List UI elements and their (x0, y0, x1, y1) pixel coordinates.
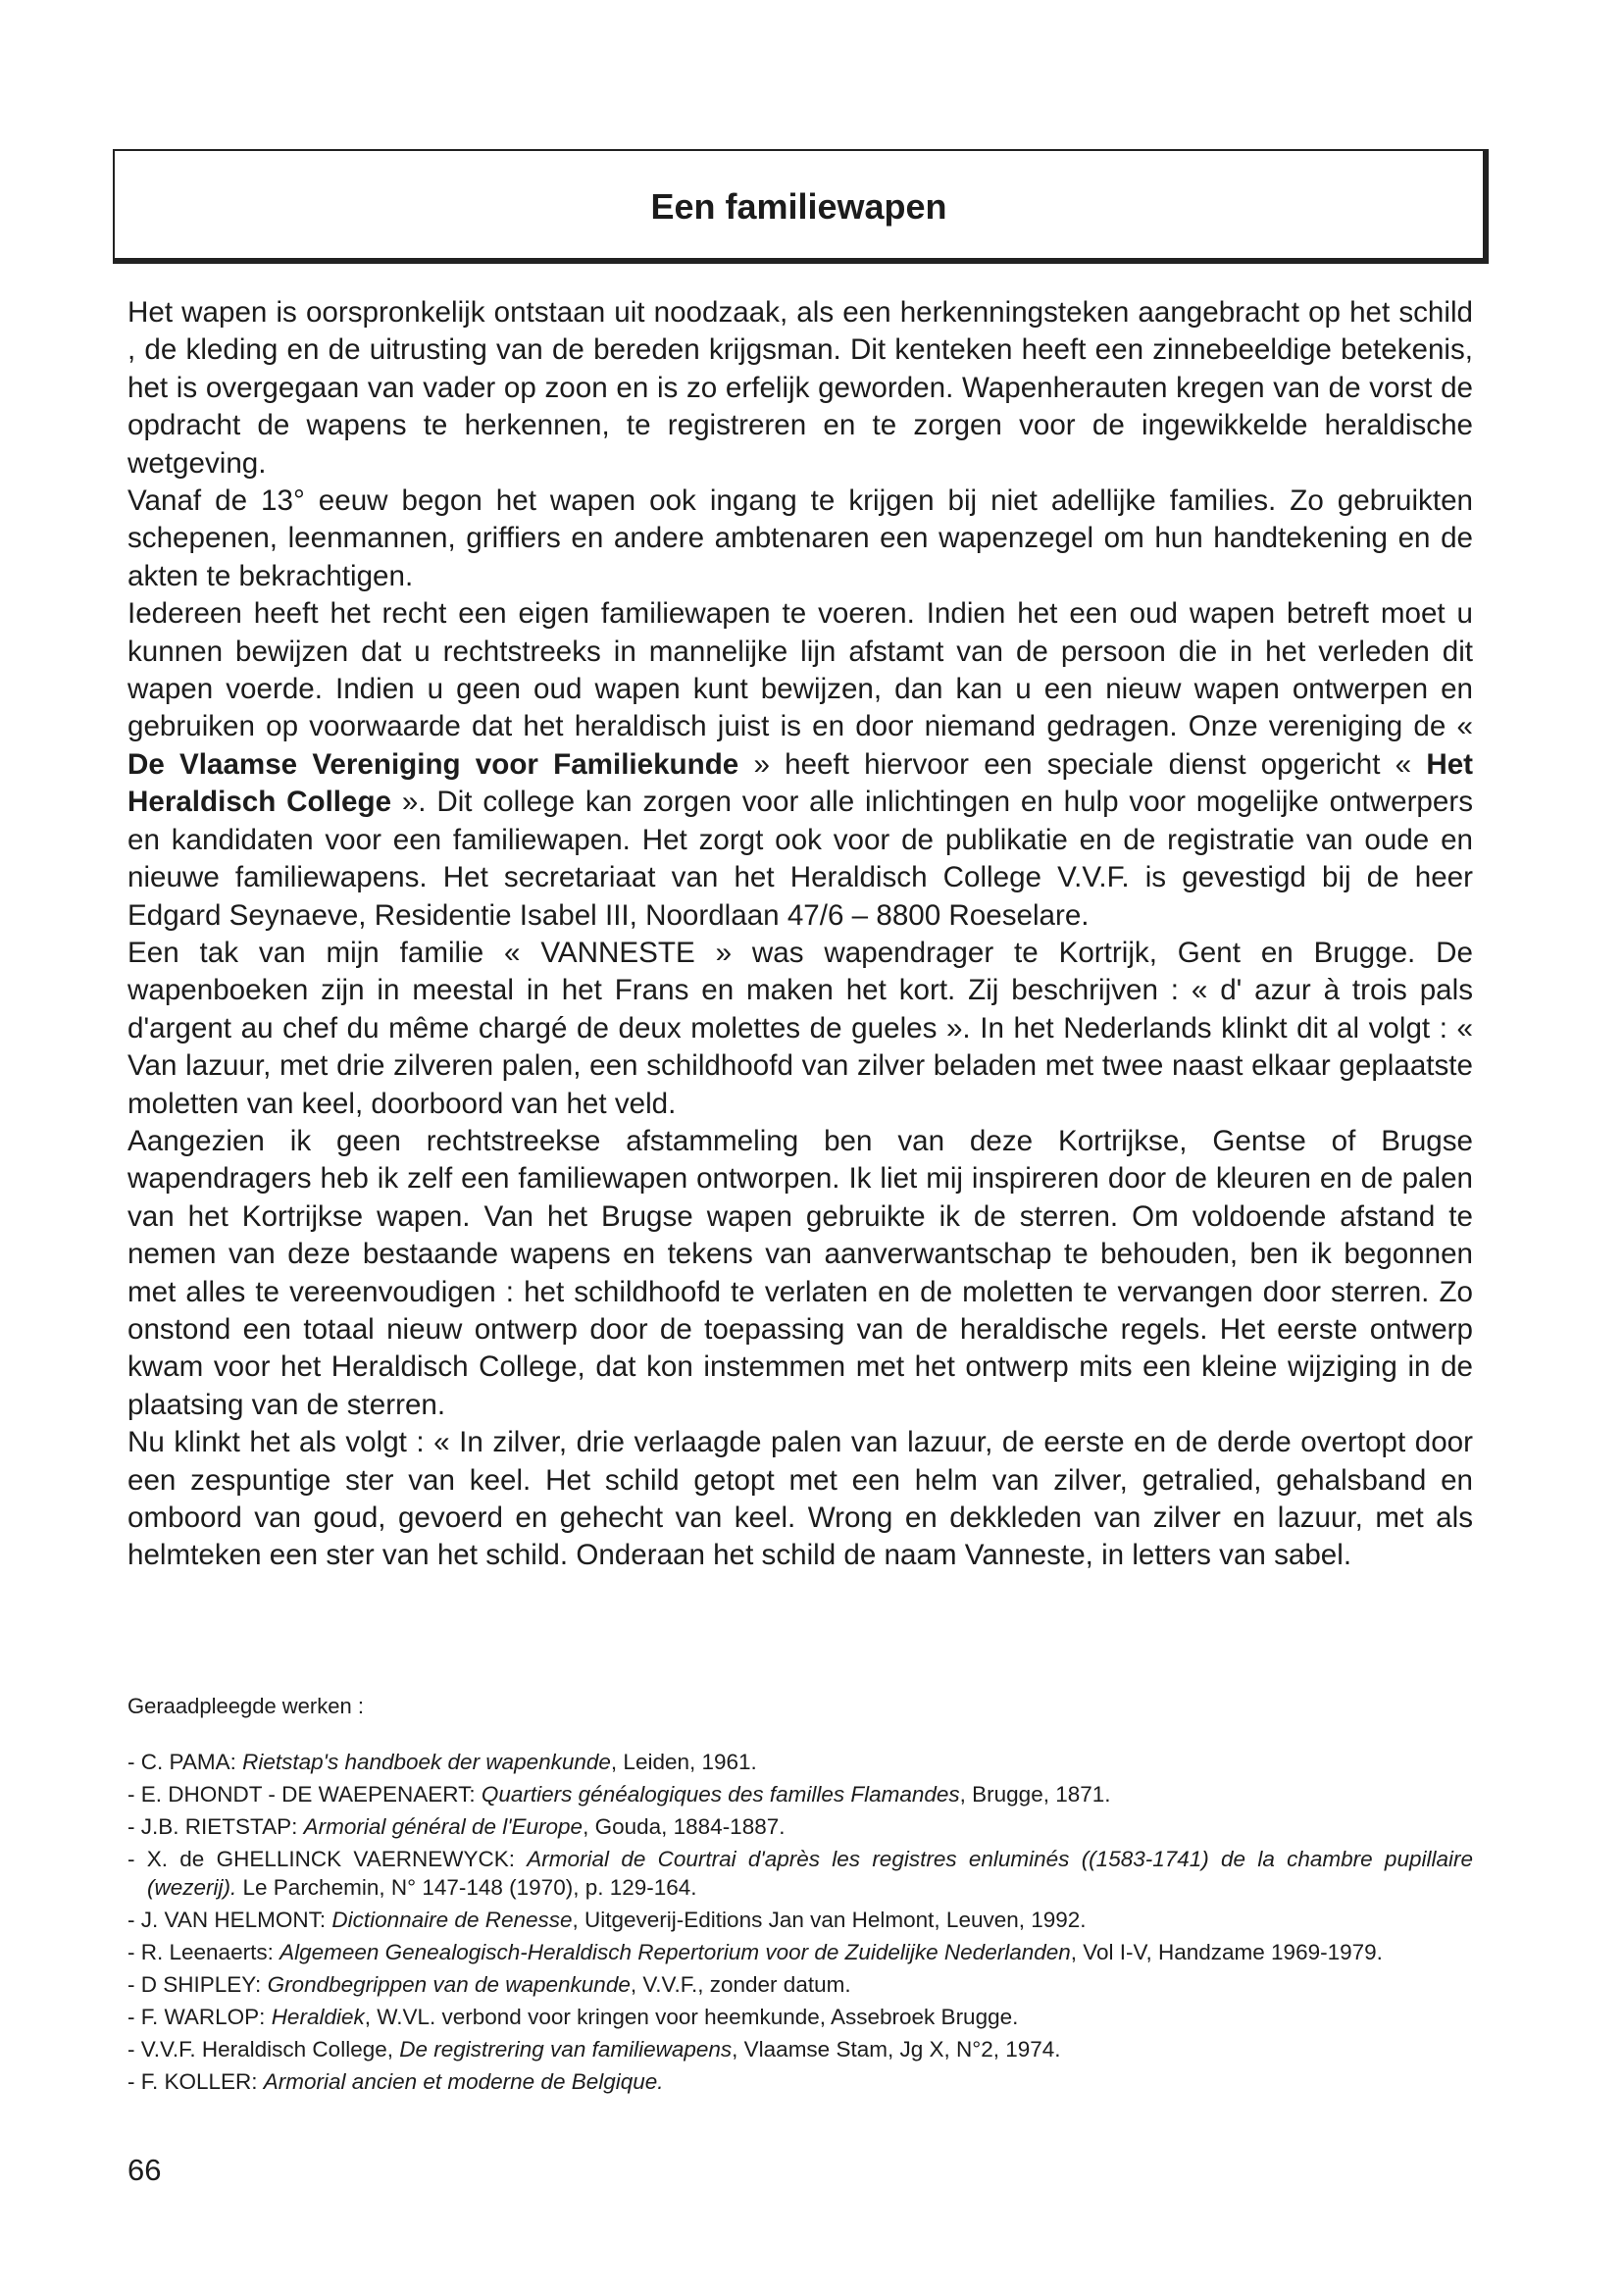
page-title: Een familiewapen (650, 186, 947, 227)
reference-author: X. de GHELLINCK VAERNEWYCK: (146, 1847, 528, 1871)
reference-item (127, 1938, 1473, 1966)
reference-item (127, 2067, 1473, 2096)
reference-author: E. DHONDT - DE WAEPENAERT: (140, 1782, 482, 1807)
reference-details: , Vlaamse Stam, Jg X, N°2, 1974. (732, 2037, 1061, 2062)
text-segment: ». Dit college kan zorgen voor alle inlichtingen en hulp voor mogelijke ontwerpers en kandidaten voor een familiewapen. Het zorgt ook voor de publikatie en de registratie van oude en nieuwe familiewapens. Het secretariaat van het Heraldisch College V.V.F. is gevestigd bij de heer Edgard Seynaeve, Residentie Isabel III, Noordlaan 47/6 – 8800 Roeselare. (127, 786, 1473, 932)
bold-text: Het Heraldisch College (127, 747, 1474, 819)
reference-details: , V.V.F., zonder datum. (630, 1972, 851, 1997)
reference-title: De registrering van familiewapens (399, 2037, 733, 2062)
text-segment: Een tak van mijn familie « VANNESTE » was wapendrager te Kortrijk, Gent en Brugge. De wapenboeken zijn in meestal in het Frans en maken het kort. Zij beschrijven : « d' azur à trois pals d'argent au chef du même chargé de deux molettes de gueles ». In het Nederlands klinkt dit al volgt : « Van lazuur, met drie zilveren palen, een schildhoofd van zilver beladen met twee naast elkaar geplaatste moletten van keel, doorboord van het veld. (127, 936, 1473, 1120)
reference-item (127, 1780, 1473, 1808)
reference-title: Heraldiek (271, 2005, 365, 2029)
reference-details: , Brugge, 1871. (959, 1782, 1111, 1807)
reference-details: , Uitgeverij-Editions Jan van Helmont, Leuven, 1992. (572, 1908, 1087, 1932)
references-heading: Geraadpleegde werken : (127, 1694, 364, 1718)
reference-author: J. VAN HELMONT: (140, 1908, 332, 1932)
reference-item (127, 2003, 1473, 2031)
reference-item (127, 1970, 1473, 1999)
reference-author: C. PAMA: (140, 1750, 243, 1774)
reference-title: Armorial général de l'Europe (303, 1814, 584, 1839)
paragraph (127, 483, 1473, 595)
reference-title: Armorial ancien et moderne de Belgique. (263, 2069, 664, 2094)
text-segment: Iedereen heeft het recht een eigen familiewapen te voeren. Indien het een oud wapen betreft moet u kunnen bewijzen dat u rechtstreeks in mannelijke lijn afstamt van de persoon die in het verleden dit wapen voerde. Indien u geen oud wapen kunt bewijzen, dan kan u een nieuw wapen ontwerpen en gebruiken op voorwaarde dat het heraldisch juist is en door niemand gedragen. Onze vereniging de « (127, 597, 1473, 743)
bold-text: De Vlaamse Vereniging voor Familiekunde (127, 747, 739, 781)
reference-item (127, 2035, 1473, 2063)
reference-title: Dictionnaire de Renesse (331, 1908, 573, 1932)
reference-author: F. KOLLER: (140, 2069, 264, 2094)
reference-title: Rietstap's handboek der wapenkunde (242, 1750, 611, 1774)
reference-item (127, 1748, 1473, 1776)
reference-item (127, 1812, 1473, 1841)
paragraph (127, 595, 1473, 935)
paragraph (127, 935, 1473, 1123)
title-box (113, 149, 1485, 260)
reference-author: J.B. RIETSTAP: (140, 1814, 304, 1839)
text-segment: Aangezien ik geen rechtstreekse afstammeling ben van deze Kortrijkse, Gentse of Brugse wapendragers heb ik zelf een familiewapen ontworpen. Ik liet mij inspireren door de kleuren en de palen van het Kortrijkse wapen. Van het Brugse wapen gebruikte ik de sterren. Om voldoende afstand te nemen van deze bestaande wapens en tekens van aanverwantschap te behouden, ben ik begonnen met alles te vereenvoudigen : het schildhoofd te verlaten en de moletten te vervangen door sterren. Zo onstond een totaal nieuw ontwerp door de toepassing van de heraldische regels. Het eerste ontwerp kwam voor het Heraldisch College, dat kon instemmen met het ontwerp mits een kleine wijziging in de plaatsing van de sterren. (127, 1124, 1473, 1421)
paragraph (127, 1123, 1473, 1424)
reference-item (127, 1906, 1473, 1934)
reference-author: R. Leenaerts: (140, 1940, 280, 1964)
reference-item (127, 1845, 1473, 1902)
references-list (127, 1748, 1473, 2100)
paragraph (127, 1424, 1473, 1575)
text-segment: Vanaf de 13° eeuw begon het wapen ook ingang te krijgen bij niet adellijke families. Zo gebruikten schepenen, leenmannen, griffiers en andere ambtenaren een wapenzegel om hun handtekening en de akten te bekrachtigen. (127, 484, 1473, 592)
reference-title: Algemeen Genealogisch-Heraldisch Repertorium voor de Zuidelijke Nederlanden (279, 1940, 1071, 1964)
article-body (127, 294, 1473, 1575)
reference-details: , Vol I-V, Handzame 1969-1979. (1070, 1940, 1383, 1964)
reference-details: , Leiden, 1961. (610, 1750, 757, 1774)
reference-details: , Gouda, 1884-1887. (583, 1814, 786, 1839)
reference-author: V.V.F. Heraldisch College, (140, 2037, 400, 2062)
text-segment: Nu klinkt het als volgt : « In zilver, drie verlaagde palen van lazuur, de eerste en de derde overtopt door een zespuntige ster van keel. Het schild getopt met een helm van zilver, getralied, gehalsband en omboord van goud, gevoerd en gehecht van keel. Wrong en dekkleden van zilver en lazuur, met als helmteken een ster van het schild. Onderaan het schild de naam Vanneste, in letters van sabel. (127, 1426, 1473, 1572)
page-number: 66 (127, 2153, 162, 2187)
reference-details: Le Parchemin, N° 147-148 (1970), p. 129-164. (236, 1875, 697, 1900)
reference-title: Armorial de Courtrai d'après les registres enluminés ((1583-1741) de la chambre pupillaire (wezerij). (147, 1847, 1473, 1900)
reference-author: D SHIPLEY: (140, 1972, 268, 1997)
reference-title: Quartiers généalogiques des familles Flamandes (481, 1782, 960, 1807)
text-segment: Het wapen is oorspronkelijk ontstaan uit noodzaak, als een herkenningsteken aangebracht op het schild , de kleding en de uitrusting van de bereden krijgsman. Dit kenteken heeft een zinnebeeldige betekenis, het is overgegaan van vader op zoon en is zo erfelijk geworden. Wapenherauten kregen van de vorst de opdracht de wapens te herkennen, te registreren en te zorgen voor de ingewikkelde heraldische wetgeving. (127, 296, 1473, 480)
reference-author: F. WARLOP: (140, 2005, 272, 2029)
paragraph (127, 294, 1473, 483)
reference-details: , W.VL. verbond voor kringen voor heemkunde, Assebroek Brugge. (364, 2005, 1019, 2029)
text-segment: » heeft hiervoor een speciale dienst opgericht « (738, 747, 1427, 781)
reference-title: Grondbegrippen van de wapenkunde (267, 1972, 631, 1997)
